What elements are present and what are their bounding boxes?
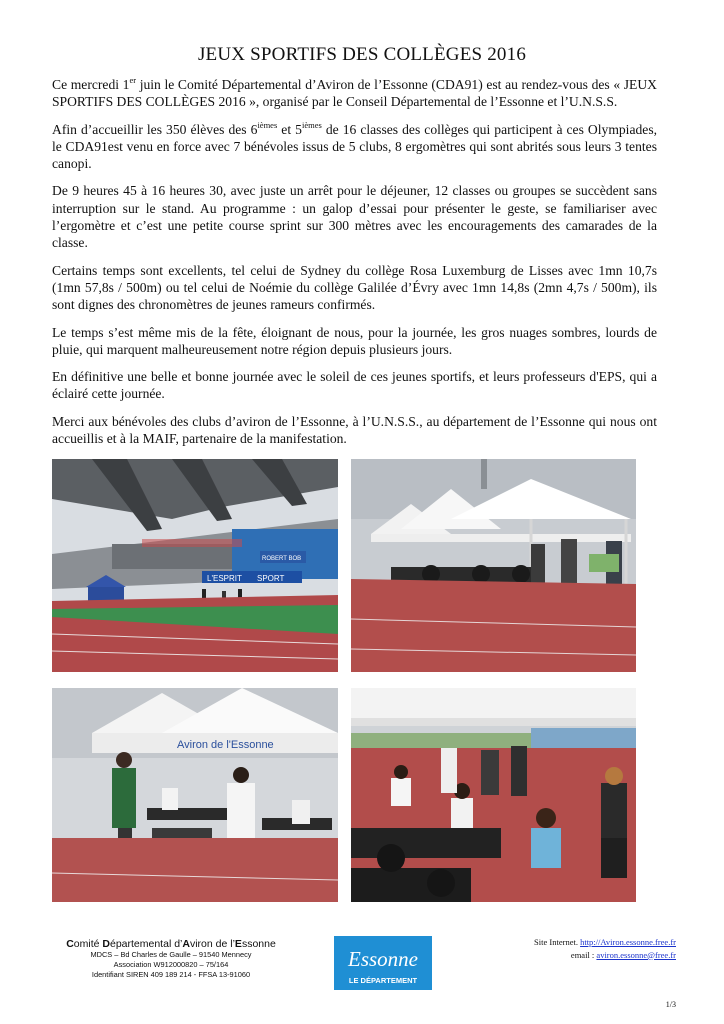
photo-students-rowing	[351, 688, 636, 902]
paragraph-schedule: De 9 heures 45 à 16 heures 30, avec juste un arrêt pour le déjeuner, 12 classes ou groupes se succèdent sans interruption sur le stand. Au programme : un galop d’essai pour présenter le geste, se familiariser avec l’ergomètre et c’est une petite course sprint sur 300 mètres avec les encouragements des camarades de la classe.	[52, 183, 657, 251]
p2-sup-2: ièmes	[301, 119, 322, 130]
org-part-3: viron de l’	[189, 938, 235, 950]
logo-script: Essonne	[348, 947, 418, 971]
org-initial-d: D	[102, 938, 110, 950]
org-siren: Identifiant SIREN 409 189 214 - FFSA 13-91060	[91, 970, 251, 979]
email-link[interactable]: aviron.essonne@free.fr	[596, 949, 676, 960]
p1-text-b: juin le Comité Départemental d’Aviron de l’Essonne (CDA91) est au rendez-vous des « JEUX SPORTIFS DES COLLÈGES 2016 », organisé par le Conseil Départemental de l’Essonne et l’U.N.S.S.	[52, 77, 657, 110]
site-link[interactable]: http://Aviron.essonne.free.fr	[580, 937, 676, 947]
banner-right-text: SPORT	[257, 574, 285, 583]
page-title: JEUX SPORTIFS DES COLLÈGES 2016	[197, 44, 527, 65]
site-label: Site Internet.	[534, 937, 581, 947]
org-address: MDCS – Bd Charles de Gaulle – 91540 Mennecy	[90, 950, 252, 959]
paragraph-weather: Le temps s’est même mis de la fête, éloignant de nous, pour la journée, les gros nuages sombres, lourds de pluie, qui marquent malheureusement notre région depuis plusieurs jours.	[52, 324, 657, 357]
p2-text-a: Afin d’accueillir les 350 élèves des 6	[52, 121, 258, 137]
email-label: email :	[570, 949, 597, 960]
essonne-logo	[334, 936, 432, 990]
org-part-1: omité	[73, 938, 103, 950]
org-part-2: épartemental d’	[109, 938, 183, 950]
tent-banner-text: Aviron de l'Essonne	[177, 739, 274, 751]
photo-tents	[351, 459, 636, 672]
email-line	[534, 949, 676, 962]
paragraph-intro	[52, 76, 657, 111]
org-initial-c: C	[66, 938, 74, 950]
org-initial-a: A	[182, 938, 190, 950]
banner-top-text: ROBERT BOB	[262, 556, 302, 562]
logo-caption: LE DÉPARTEMENT	[348, 976, 418, 985]
p2-text-b: et 5	[277, 121, 302, 137]
paragraph-thanks: Merci aux bénévoles des clubs d’aviron de l’Essonne, à l’U.N.S.S., au département de l’Essonne qui nous ont accueillis et à la MAIF, partenaire de la manifestation.	[52, 413, 657, 447]
footer-contact	[534, 936, 676, 961]
org-part-4: ssonne	[241, 938, 276, 950]
org-name	[40, 938, 302, 950]
photo-ergometers-tent	[52, 688, 338, 902]
p2-text-c: de 16 classes des collèges qui participent à ces Olympiades, le CDA91est venu en force avec 7 bénévoles issus de 5 clubs, 8 ergomètres qui sont abrités sous leurs 3 tentes canopi.	[52, 121, 658, 172]
article-body	[52, 76, 657, 457]
paragraph-times: Certains temps sont excellents, tel celui de Sydney du collège Rosa Luxemburg de Lisses avec 1mn 10,7s (1mn 57,8s / 500m) ou tel celui de Noémie du collège Galilée d’Évry avec 1mn 14,8s (2mn 4,7s / 500m), ils sont dignes des chronomètres de jeunes rameurs confirmés.	[52, 262, 657, 313]
paragraph-welcome	[52, 121, 657, 173]
p2-sup-1: ièmes	[257, 119, 278, 130]
site-line	[534, 936, 676, 949]
paragraph-conclusion: En définitive une belle et bonne journée avec le soleil de ces jeunes sportifs, et leurs professeurs d'EPS, qui a éclairé cette journée.	[52, 369, 657, 402]
org-association: Association W912000820 – 75/164	[113, 960, 229, 969]
footer-organization	[40, 938, 302, 980]
p1-text-a: Ce mercredi 1	[52, 77, 130, 92]
banner-left-text: L'ESPRIT	[207, 574, 242, 583]
page-number: 1/3	[665, 1000, 676, 1009]
org-initial-e: E	[234, 938, 242, 950]
photo-stadium	[52, 459, 338, 672]
p1-sup: er	[129, 75, 137, 85]
